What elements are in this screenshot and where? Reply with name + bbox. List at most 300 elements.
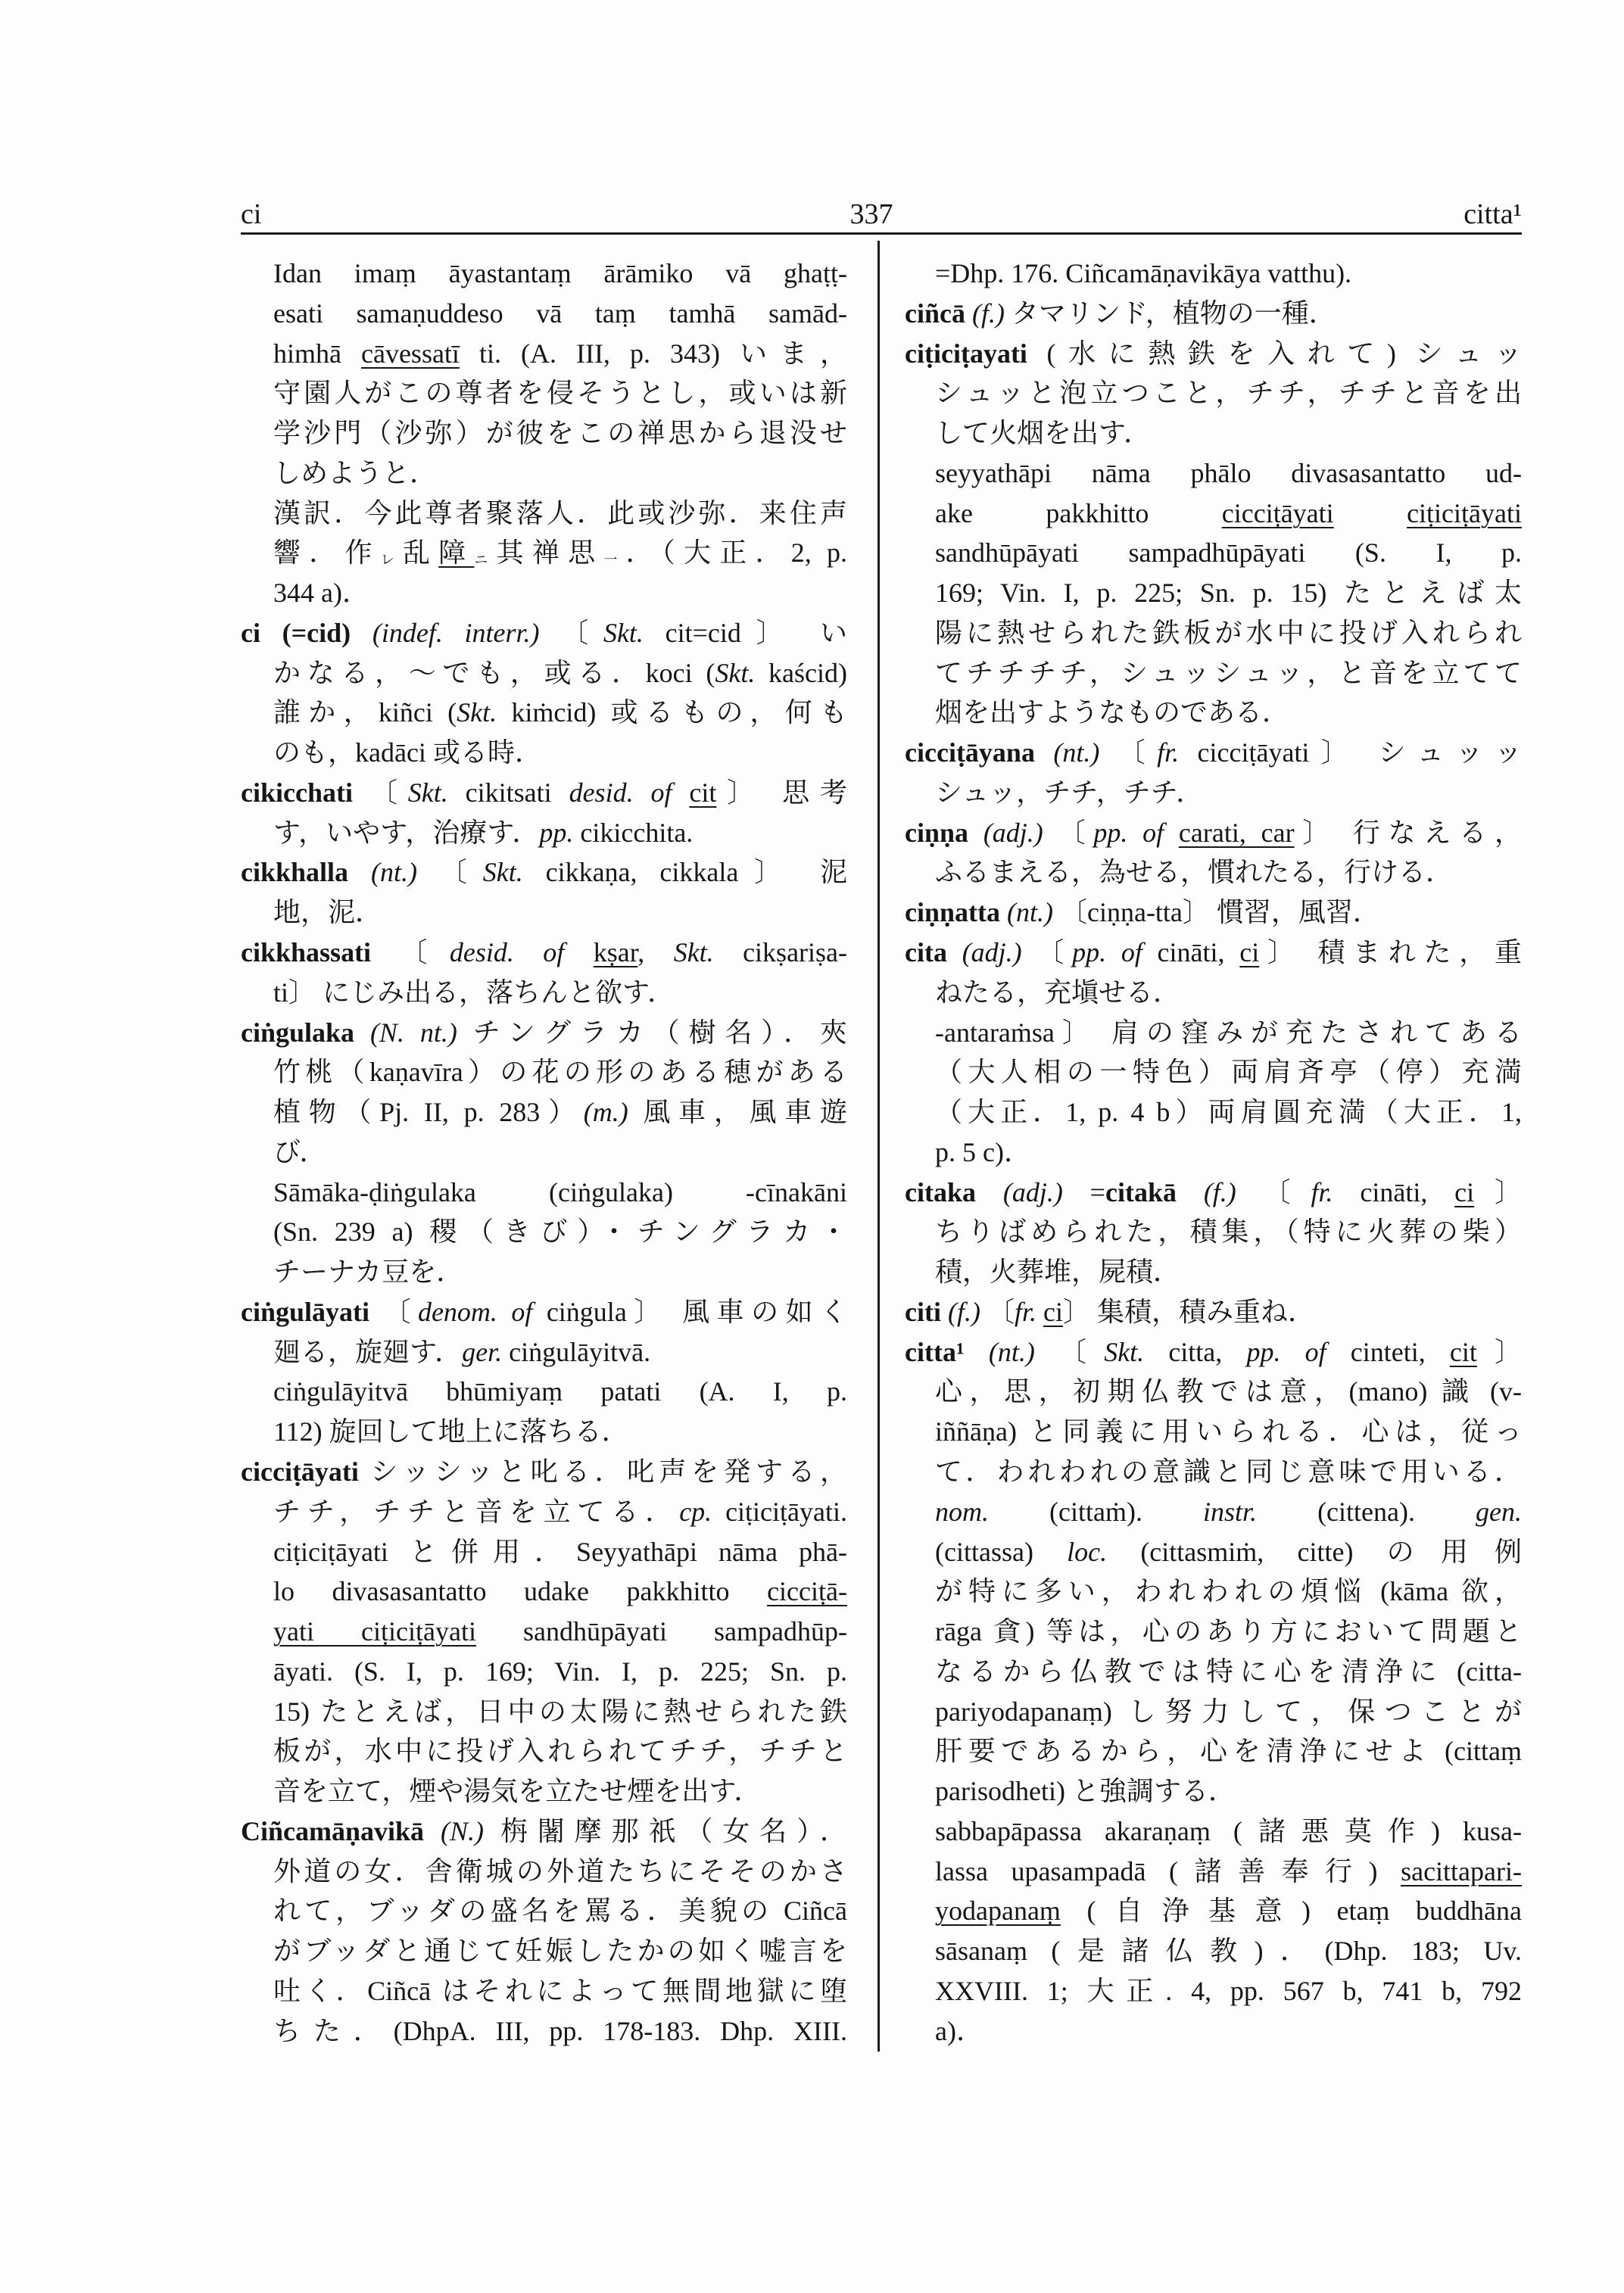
text-run: てチチチチ，シュッシュッ，と音を立てて <box>935 657 1522 688</box>
text-run <box>1177 1177 1204 1207</box>
text-run <box>965 298 972 329</box>
text-run: 〔ciṇṇa-tta〕 慣習，風習． <box>1052 897 1380 928</box>
headword: cikkhassati <box>241 937 372 968</box>
text-line <box>241 1612 847 1652</box>
grammar-label: Skt. <box>673 937 714 968</box>
text-line <box>905 1412 1522 1452</box>
text-line <box>905 1372 1522 1412</box>
text-run: 栴闍摩那祇（女名）． <box>483 1815 847 1846</box>
text-run: = <box>1062 1176 1105 1207</box>
text-line <box>241 1532 847 1572</box>
grammar-label: (f.) <box>947 1296 980 1327</box>
grammar-label: Skt. <box>407 777 448 808</box>
text-run: cikitsati <box>447 777 569 808</box>
text-run: (cittassa) <box>935 1536 1068 1567</box>
dictionary-entry <box>241 1812 847 2052</box>
text-run: 廻る，旋廻す． <box>273 1336 463 1367</box>
text-run <box>564 937 593 967</box>
grammar-label: pp. of <box>1072 937 1142 968</box>
text-run <box>1035 737 1053 768</box>
text-line <box>241 533 847 573</box>
text-line <box>241 2011 847 2052</box>
text-run: チチ，チチと音を立てる． <box>273 1496 680 1527</box>
text-run: pariyodapanaṃ) し努力して，保つことが <box>935 1696 1522 1727</box>
text-run: -antaraṁsa〕 肩の窪みが充たされてある <box>935 1017 1522 1048</box>
text-run: 地，泥． <box>273 897 383 928</box>
grammar-label: desid. of <box>449 937 565 968</box>
text-run: 板が，水中に投げ入れられてチチ，チチと <box>273 1736 847 1767</box>
text-run: 〕 積まれた，重 <box>1259 937 1522 968</box>
entry-paragraph <box>241 1372 847 1452</box>
grammar-label: (f.) <box>1203 1176 1236 1207</box>
text-line <box>905 852 1522 893</box>
grammar-label: Skt. <box>457 697 497 728</box>
text-run: シュッ，チチ，チチ． <box>935 777 1204 808</box>
text-line <box>905 613 1522 653</box>
text-run: （大正．1, p. 4 b）両肩圓充満（大正．1, <box>935 1097 1522 1128</box>
text-run <box>1334 498 1407 528</box>
text-run: 肝要であるから，心を清浄にせよ (cittaṃ <box>935 1736 1522 1767</box>
text-run: lassa upasampadā (諸善奉行) <box>935 1855 1401 1886</box>
text-run: himhā <box>273 338 361 369</box>
text-run: (自浄基意) etaṃ buddhāna <box>1060 1896 1522 1927</box>
text-run: 漢訳．今此尊者聚落人．此或沙弥．来住声 <box>273 497 847 528</box>
entry-paragraph <box>905 1812 1522 2052</box>
text-run: チーナカ豆を． <box>273 1257 464 1288</box>
text-line <box>241 693 847 733</box>
cross-reference: cicciṭā- <box>767 1576 847 1607</box>
text-line <box>241 453 847 494</box>
headword: ci (=cid) <box>241 617 351 648</box>
text-line <box>241 494 847 534</box>
text-run: 其禅思 <box>496 537 604 569</box>
text-run: 〔 <box>1034 1336 1105 1367</box>
text-line <box>241 1372 847 1412</box>
text-run: がブッダと通じて妊娠したかの如く嘘言を <box>273 1936 847 1967</box>
page-number: 337 <box>849 198 893 230</box>
text-run: シュッと泡立つこと，チチ，チチと音を出 <box>935 378 1522 409</box>
grammar-label: fr. <box>1157 737 1180 768</box>
text-run: ciṅgula〕 風車の如く <box>532 1296 847 1327</box>
entry-paragraph <box>241 852 847 933</box>
text-run: 169; Vin. I, p. 225; Sn. p. 15) たとえば太 <box>935 578 1522 609</box>
text-run: 〔 <box>1099 737 1158 768</box>
cross-reference: cit <box>1449 1336 1477 1367</box>
grammar-label: Skt. <box>1104 1336 1145 1367</box>
text-run: (水に熱鉄を入れて) シュッ <box>1027 338 1522 369</box>
text-line <box>905 453 1522 494</box>
text-run: kaścid) <box>755 657 847 688</box>
text-line <box>241 1852 847 1892</box>
text-run: 竹桃（kaṇavīra）の花の形のある穂がある <box>273 1057 847 1088</box>
text-run: のも，kadāci 或る時． <box>273 737 542 768</box>
text-run: 守園人がこの尊者を侵そうとし，或いは新 <box>273 378 847 409</box>
text-run: =Dhp. 176. Ciñcamāṇavikāya vatthu). <box>935 258 1352 288</box>
entry-paragraph <box>905 1173 1522 1292</box>
text-run: ciṅgulāyitvā bhūmiyaṃ patati (A. I, p. <box>273 1376 847 1407</box>
headword: Ciñcamāṇavikā <box>241 1815 425 1846</box>
text-run <box>976 1177 1003 1207</box>
text-run: seyyathāpi nāma phālo divasasantatto ud- <box>935 457 1522 488</box>
text-line <box>905 1572 1522 1612</box>
entry-paragraph <box>905 893 1522 933</box>
entry-paragraph <box>241 613 847 773</box>
cross-reference: ci <box>1043 1296 1063 1327</box>
text-line <box>241 1492 847 1532</box>
text-run: 陽に熱せられた鉄板が水中に投げ入れられ <box>935 617 1522 648</box>
text-run <box>424 1816 441 1846</box>
grammar-label: (N. nt.) <box>369 1017 457 1048</box>
text-line <box>905 773 1522 813</box>
kaeriten-mark: レ <box>380 552 403 568</box>
text-run: れて，ブッダの盛名を罵る．美貌の Ciñcā <box>273 1896 847 1927</box>
cross-reference: carati, car <box>1178 817 1295 848</box>
text-line <box>905 533 1522 573</box>
entry-paragraph <box>905 1332 1522 1812</box>
headword: cikicchati <box>241 777 353 808</box>
dictionary-entry <box>241 773 847 853</box>
cross-reference: sacittapari- <box>1401 1855 1522 1886</box>
entry-continuation <box>905 254 1522 294</box>
text-run: cicciṭāyati〕 シュッッ <box>1179 737 1523 768</box>
entry-paragraph <box>905 453 1522 733</box>
text-run <box>1164 818 1179 848</box>
cross-reference: cicciṭāyati <box>1221 497 1334 528</box>
grammar-label: (adj.) <box>1002 1176 1063 1207</box>
text-line <box>905 494 1522 534</box>
headword-line <box>905 933 1522 973</box>
dictionary-entry <box>241 613 847 773</box>
text-line <box>905 2011 1522 2052</box>
headword: citta¹ <box>905 1336 965 1367</box>
text-run: p. 5 c)． <box>935 1136 1031 1167</box>
dictionary-entry <box>241 1292 847 1452</box>
text-line <box>905 1532 1522 1572</box>
text-line <box>905 1731 1522 1771</box>
text-run: タマリンド，植物の一種． <box>1004 298 1336 329</box>
text-run: 乱 <box>402 537 439 569</box>
text-line <box>905 573 1522 613</box>
text-line <box>905 1771 1522 1812</box>
text-line <box>241 1572 847 1612</box>
text-run: 〕 集積，積み重ね． <box>1063 1296 1316 1327</box>
text-line <box>905 693 1522 733</box>
entry-paragraph <box>905 1013 1522 1173</box>
headword: citi <box>905 1296 941 1327</box>
grammar-label: (f.) <box>971 298 1005 329</box>
cross-reference: 障 <box>438 537 475 569</box>
headword: ciñcā <box>905 298 965 329</box>
text-run <box>947 937 962 967</box>
text-run: cināti, <box>1333 1176 1455 1207</box>
text-run: 〔 <box>369 1296 418 1327</box>
grammar-label: fr. <box>1014 1296 1037 1327</box>
text-run: cikkaṇa, cikkala〕 泥 <box>522 857 847 888</box>
grammar-label: instr. <box>1203 1496 1258 1527</box>
text-line <box>241 1931 847 1971</box>
headword-line <box>905 813 1522 853</box>
headword: citaka <box>905 1176 976 1207</box>
grammar-label: (N.) <box>440 1815 484 1846</box>
text-run: が特に多い，われわれの煩悩 (kāma 欲， <box>935 1576 1522 1607</box>
text-run: 〔 <box>1043 817 1094 848</box>
text-run: (Sn. 239 a) 稷（きび）・チングラカ・ <box>273 1217 847 1248</box>
text-run: rāga 貪) 等は，心のあり方において問題と <box>935 1616 1522 1647</box>
entry-paragraph <box>905 933 1522 1013</box>
text-run: 〔 <box>980 1296 1015 1327</box>
text-run: āyati. (S. I, p. 169; Vin. I, p. 225; Sn. p. <box>273 1656 847 1687</box>
text-line <box>905 1452 1522 1492</box>
text-line <box>905 1852 1522 1892</box>
grammar-label: gen. <box>1476 1496 1522 1527</box>
text-line <box>905 1692 1522 1732</box>
cross-reference: yati ciṭiciṭāyati <box>273 1616 476 1647</box>
entry-continuation <box>241 254 847 613</box>
headword: cicciṭāyati <box>241 1456 359 1487</box>
text-line <box>241 1652 847 1692</box>
text-run: 〔 <box>539 617 603 648</box>
headword-line <box>905 1332 1522 1372</box>
text-run: ti〕 にじみ出る，落ちんと欲す． <box>273 977 675 1008</box>
text-line <box>905 1092 1522 1132</box>
dictionary-entry <box>905 813 1522 893</box>
text-run: 烟を出すようなものである． <box>935 697 1290 728</box>
text-line <box>241 1052 847 1092</box>
dictionary-entry <box>905 1173 1522 1292</box>
text-line <box>905 1052 1522 1092</box>
entry-paragraph <box>241 1173 847 1292</box>
text-run: cit=cid〕 い <box>643 617 847 648</box>
text-run: チングラカ（樹名）．夾 <box>457 1017 847 1048</box>
text-run: 音を立て，煙や湯気を立たせ煙を出す． <box>273 1776 762 1807</box>
text-run <box>968 818 983 848</box>
headword-line <box>905 334 1522 374</box>
grammar-label: (indef. interr.) <box>372 617 540 648</box>
text-run: ciṅgulāyitvā. <box>502 1336 651 1367</box>
text-line <box>241 1092 847 1132</box>
headword: cita <box>905 937 947 968</box>
text-run: す，いやす，治療す． <box>273 817 540 848</box>
headword-line <box>241 773 847 813</box>
text-run: Sāmāka-ḍiṅgulaka (ciṅgulaka) -cīnakāni <box>273 1176 847 1207</box>
text-run <box>354 1017 370 1048</box>
grammar-label: cp. <box>679 1496 712 1527</box>
headword: ciṇṇatta <box>905 897 1000 928</box>
text-run: lo divasasantatto udake pakkhitto <box>273 1576 768 1607</box>
text-run: 外道の女．舎衛城の外道たちにそそのかさ <box>273 1855 847 1886</box>
text-run: ．（大正．2, p. <box>625 537 847 569</box>
dictionary-entry <box>241 1452 847 1812</box>
text-run: cikṣariṣa- <box>713 937 848 968</box>
running-head-right: citta¹ <box>1463 198 1522 230</box>
grammar-label: Skt. <box>715 657 756 688</box>
text-run: sandhūpāyati sampadhūpāyati (S. I, p. <box>935 537 1522 569</box>
grammar-label: fr. <box>1311 1176 1333 1207</box>
headword: ciṅgulaka <box>241 1017 355 1048</box>
dictionary-entry <box>905 1292 1522 1332</box>
text-run: 学沙門（沙弥）が彼をこの禅思から退没せ <box>273 418 847 449</box>
text-line <box>905 373 1522 413</box>
text-line <box>905 1252 1522 1292</box>
text-run <box>672 777 689 808</box>
text-run: 〔 <box>371 937 450 968</box>
text-line <box>905 1212 1522 1252</box>
text-run: a)． <box>935 2015 983 2046</box>
text-line <box>905 1931 1522 1971</box>
text-line <box>241 1332 847 1372</box>
text-line <box>905 254 1522 294</box>
text-run: なるから仏教では特に心を清浄に (citta- <box>935 1656 1522 1687</box>
text-run: cikicchita. <box>573 817 694 848</box>
text-run: 〕 行なえる， <box>1294 817 1522 848</box>
text-line <box>905 1891 1522 1931</box>
text-run: kiṁcid) 或るもの，何も <box>497 697 847 728</box>
text-run: 〔 <box>1236 1176 1311 1207</box>
headword: cicciṭāyana <box>905 737 1035 768</box>
text-run: 〔 <box>1021 937 1073 968</box>
text-run: 積，火葬堆，屍積． <box>935 1257 1181 1288</box>
text-run: 響．作 <box>273 537 381 569</box>
grammar-label: (nt.) <box>370 857 417 888</box>
cross-reference: ci <box>1454 1176 1475 1207</box>
text-line <box>241 334 847 374</box>
text-line <box>905 1612 1522 1652</box>
text-run: 〔 <box>352 777 408 808</box>
grammar-label: nom. <box>935 1496 989 1527</box>
text-line <box>241 573 847 613</box>
running-head-left: ci <box>241 198 262 230</box>
dictionary-entry <box>905 893 1522 933</box>
text-line <box>905 1971 1522 2011</box>
entry-paragraph <box>905 334 1522 453</box>
text-line <box>241 254 847 294</box>
cross-reference: kṣar <box>593 937 638 968</box>
text-line <box>241 1971 847 2011</box>
text-line <box>241 1412 847 1452</box>
grammar-label: (nt.) <box>1007 897 1053 928</box>
text-run: て．われわれの意識と同じ意味で用いる． <box>935 1456 1522 1487</box>
headword-line <box>241 1452 847 1492</box>
entry-paragraph <box>905 294 1522 334</box>
grammar-label: (adj.) <box>962 937 1022 968</box>
headword: ciṭiciṭayati <box>905 338 1027 369</box>
text-run: 〕 <box>1476 1336 1522 1367</box>
entry-paragraph <box>905 254 1522 294</box>
headword: citakā <box>1105 1176 1177 1207</box>
headword-line <box>241 852 847 893</box>
text-run: (cittena). <box>1257 1496 1476 1527</box>
text-line <box>241 1891 847 1931</box>
text-line <box>905 413 1522 453</box>
text-run: ciṭiciṭāyati. <box>712 1496 847 1527</box>
text-run <box>351 618 372 648</box>
grammar-label: Skt. <box>482 857 523 888</box>
text-line <box>905 973 1522 1013</box>
headword-line <box>241 1292 847 1332</box>
right-column <box>905 254 1522 2051</box>
text-run: sabbapāpassa akaraṇaṃ (諸悪莫作) kusa- <box>935 1815 1522 1846</box>
text-run: cinteti, <box>1326 1336 1450 1367</box>
text-run: ちた．(DhpA. III, pp. 178-183. Dhp. XIII. <box>273 2015 847 2046</box>
text-line <box>241 1252 847 1292</box>
cross-reference: yodapanaṃ <box>935 1896 1061 1927</box>
text-run: しめようと． <box>273 457 438 488</box>
grammar-label: loc. <box>1067 1536 1108 1567</box>
headword: ciṇṇa <box>905 817 969 848</box>
text-run: 植物（Pj. II, p. 283） <box>273 1097 584 1128</box>
headword-line <box>905 294 1522 334</box>
grammar-label: pp. of <box>1246 1336 1326 1367</box>
headword-line <box>241 1812 847 1852</box>
text-run: sandhūpāyati sampadhūp- <box>475 1616 847 1647</box>
text-run: parisodheti) と強調する． <box>935 1776 1236 1807</box>
text-run: (cittasmiṁ, citte) の用例 <box>1107 1536 1523 1567</box>
grammar-label: (nt.) <box>1053 737 1100 768</box>
text-run: iññāṇa) と同義に用いられる．心は，従っ <box>935 1416 1522 1447</box>
dictionary-entry <box>905 733 1522 813</box>
dictionary-entry <box>241 1013 847 1292</box>
text-line <box>905 1132 1522 1173</box>
text-run <box>348 857 371 887</box>
entry-paragraph <box>241 1452 847 1812</box>
text-line <box>241 813 847 853</box>
text-line <box>905 1013 1522 1053</box>
grammar-label: pp. <box>539 817 574 848</box>
entry-paragraph <box>905 1292 1522 1332</box>
text-run: (cittaṁ). <box>989 1496 1203 1527</box>
kaeriten-mark: 一 <box>603 552 626 568</box>
text-run: cināti, <box>1142 937 1240 968</box>
text-line <box>241 1692 847 1732</box>
entry-paragraph <box>241 254 847 494</box>
text-line <box>905 1812 1522 1852</box>
dictionary-entry <box>905 334 1522 734</box>
text-run: citta, <box>1144 1336 1247 1367</box>
text-run: ねたる，充塡せる． <box>935 977 1181 1008</box>
text-run: 〕 思考 <box>716 777 847 808</box>
dictionary-entry <box>241 852 847 933</box>
grammar-label: (adj.) <box>983 817 1043 848</box>
text-run: して火烟を出す． <box>935 418 1152 449</box>
page-header <box>241 195 1522 233</box>
grammar-label: ger. <box>462 1336 503 1367</box>
cross-reference: ci <box>1239 937 1260 968</box>
text-run: ciṭiciṭāyati と併用．Seyyathāpi nāma phā- <box>273 1536 847 1567</box>
dictionary-entry <box>241 933 847 1013</box>
entry-paragraph <box>905 733 1522 813</box>
grammar-label: Skt. <box>603 617 644 648</box>
text-line <box>241 733 847 773</box>
text-run: ti. (A. III, p. 343) いま， <box>459 338 847 369</box>
headword-line <box>241 933 847 973</box>
entry-paragraph <box>905 813 1522 893</box>
text-run: ちりばめられた，積集，（特に火葬の柴） <box>935 1217 1522 1248</box>
dictionary-entry <box>905 1332 1522 2052</box>
text-run: かなる，～でも，或る．koci ( <box>273 657 715 688</box>
text-run: び． <box>273 1136 327 1167</box>
column-divider <box>877 241 880 2052</box>
text-run <box>1036 1297 1043 1327</box>
text-run: ake pakkhitto <box>935 497 1222 528</box>
text-run: ふるまえる，為せる，慣れたる，行ける． <box>935 857 1454 888</box>
text-run: 112) 旋回して地上に落ちる． <box>273 1416 629 1447</box>
text-line <box>241 1173 847 1213</box>
text-run: 誰か，kiñci ( <box>273 697 457 728</box>
entry-paragraph <box>241 933 847 1013</box>
entry-paragraph <box>241 1292 847 1372</box>
text-run: Idan imaṃ āyastantaṃ ārāmiko vā ghaṭṭ- <box>273 258 847 288</box>
dictionary-entry <box>905 933 1522 1173</box>
